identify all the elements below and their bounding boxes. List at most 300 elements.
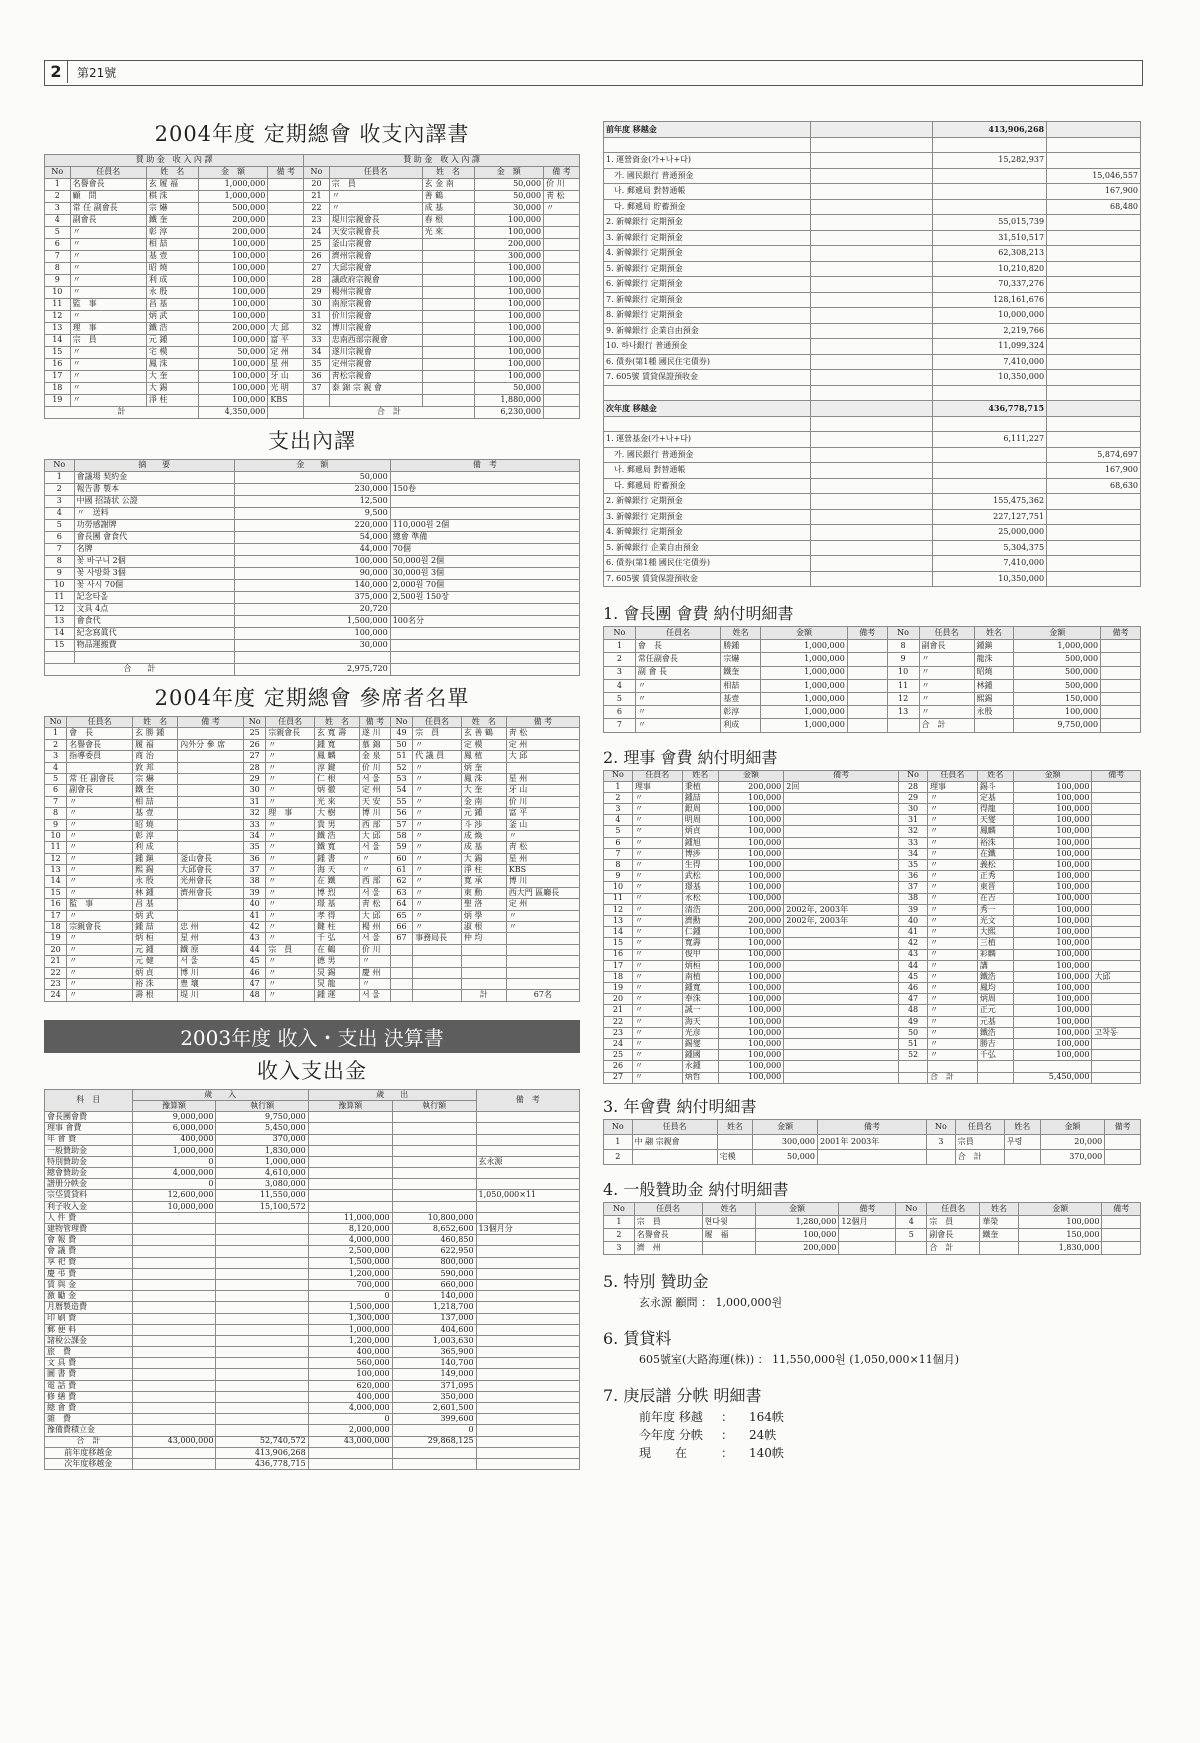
table-cell	[839, 1228, 896, 1241]
table-cell: 鐵奎	[980, 1228, 1018, 1241]
table-cell: 〃	[632, 815, 682, 826]
table-row	[45, 1246, 580, 1257]
table-cell: 100,000	[474, 215, 544, 227]
table-cell: 定基	[977, 792, 1013, 803]
table-cell: 備 考	[268, 167, 304, 179]
table-cell: 200,000	[198, 323, 268, 335]
table-cell: 〃	[506, 830, 579, 841]
table-cell	[422, 395, 474, 407]
table-cell	[604, 137, 811, 153]
table-cell: 1,000,000	[761, 706, 848, 719]
table-cell: 150,000	[1014, 692, 1101, 705]
table-cell	[811, 385, 933, 401]
table-cell	[811, 292, 933, 308]
table-cell	[390, 496, 579, 508]
table-cell	[811, 571, 933, 587]
table-cell: 天 安	[359, 796, 390, 807]
table-cell: 9	[45, 568, 75, 580]
sponsorship-income-table	[44, 154, 580, 419]
table-cell: 金額	[755, 1202, 839, 1215]
table-cell: 9,750,000	[216, 1112, 308, 1123]
table-row	[604, 938, 1141, 949]
table-cell: 〃	[927, 1016, 977, 1027]
table-cell: 光 來	[315, 796, 360, 807]
issue-number: 第21號	[77, 66, 117, 80]
table-cell: 460,850	[392, 1235, 476, 1246]
table-row	[45, 922, 580, 933]
table-cell: 100,000	[474, 347, 544, 359]
table-cell	[308, 1123, 392, 1134]
table-cell: 華榮	[980, 1215, 1018, 1228]
table-row	[45, 1458, 580, 1469]
table-cell	[811, 525, 933, 541]
table-cell	[811, 463, 933, 479]
table-cell: 33	[304, 335, 330, 347]
table-cell	[178, 773, 244, 784]
table-cell	[308, 1447, 392, 1458]
table-row	[604, 1005, 1141, 1016]
table-cell: 100,000	[474, 323, 544, 335]
table-cell: 〃	[632, 960, 682, 971]
table-cell: 中 翮 宗親會	[632, 1134, 717, 1149]
table-cell: 炳 貞	[133, 967, 178, 978]
table-cell: 科 目	[45, 1089, 133, 1111]
right-column	[603, 121, 1141, 1462]
table-cell: 16	[45, 899, 67, 910]
table-cell: 永 殷	[146, 287, 198, 299]
table-cell: 正秀	[977, 871, 1013, 882]
table-cell: 꽃 바구니 2個	[74, 556, 234, 568]
table-cell: 30,000	[474, 203, 544, 215]
table-cell: 〃	[329, 203, 422, 215]
table-row	[604, 122, 1141, 138]
table-cell: 任員名	[632, 770, 682, 781]
table-cell: 壽 根	[133, 990, 178, 1001]
table-cell: 9	[45, 819, 67, 830]
table-cell	[784, 1005, 899, 1016]
table-cell: 〃	[266, 887, 315, 898]
table-cell: 다. 郵遞局 貯蓄預金	[604, 478, 811, 494]
table-cell: 〃	[67, 944, 133, 955]
table-cell	[1047, 354, 1141, 370]
table-cell: 0	[132, 1179, 216, 1190]
table-cell: 貴 男	[315, 819, 360, 830]
table-row	[45, 967, 580, 978]
table-cell: 30,000	[234, 640, 390, 652]
table-cell: 清浩	[682, 904, 718, 915]
table-cell: 35	[304, 359, 330, 371]
table-cell	[132, 1302, 216, 1313]
table-cell: 璟 基	[315, 899, 360, 910]
table-cell: 人 件 費	[45, 1212, 133, 1223]
table-cell: 〃	[413, 922, 462, 933]
table-cell: 大 奎	[461, 785, 506, 796]
table-cell: 50,000	[474, 383, 544, 395]
table-cell: 金額	[1014, 627, 1101, 640]
s5-heading: 5. 特別 贊助金	[603, 1271, 709, 1291]
table-row	[604, 848, 1141, 859]
table-cell: 錫斗	[977, 781, 1013, 792]
table-cell: 100,000	[1013, 882, 1092, 893]
table-cell: 裕 洙	[133, 978, 178, 989]
expenditure-table	[44, 459, 580, 676]
table-cell: 6	[45, 785, 67, 796]
table-cell: 10	[45, 830, 67, 841]
table-cell: 100,000	[1013, 938, 1092, 949]
table-cell	[1092, 949, 1141, 960]
table-cell: 100,000	[1013, 1005, 1092, 1016]
table-cell: 150,000	[1018, 1228, 1102, 1241]
table-cell	[390, 640, 579, 652]
table-cell: 合 計	[927, 1241, 980, 1254]
table-cell: 宗 爀	[146, 203, 198, 215]
table-cell: 淨 柱	[146, 395, 198, 407]
table-cell	[476, 1447, 579, 1458]
table-cell	[304, 395, 330, 407]
table-cell: 定 州	[506, 899, 579, 910]
table-cell: 100,000	[718, 893, 783, 904]
table-cell: 文具 4点	[74, 604, 234, 616]
table-cell: 記念타올	[74, 592, 234, 604]
table-cell	[422, 239, 474, 251]
table-cell: 50	[899, 1027, 928, 1038]
table-cell: 32	[244, 808, 266, 819]
table-cell	[390, 604, 579, 616]
table-cell	[476, 1246, 579, 1257]
table-cell: 摘 要	[74, 460, 234, 472]
table-cell: 利 成	[146, 275, 198, 287]
table-cell: 星 州	[506, 773, 579, 784]
table-cell: 常 任 副會長	[67, 773, 133, 784]
table-cell: 5	[45, 520, 75, 532]
table-cell	[216, 1347, 308, 1358]
table-row	[604, 1228, 1141, 1241]
table-cell: 25	[244, 728, 266, 739]
table-cell: 寬 承	[461, 876, 506, 887]
table-cell: 100,000	[718, 1016, 783, 1027]
table-cell: 10,350,000	[933, 370, 1047, 386]
table-cell: 26	[604, 1061, 633, 1072]
table-cell: 15	[604, 938, 633, 949]
table-cell: 〃	[70, 311, 146, 323]
table-cell: 价 川	[506, 796, 579, 807]
table-cell: 100,000	[474, 359, 544, 371]
table-cell: 31	[899, 815, 928, 826]
table-cell: 590,000	[392, 1268, 476, 1279]
table-cell: 彰淳	[721, 706, 761, 719]
table-cell: 54	[390, 785, 412, 796]
table-row	[604, 153, 1141, 169]
table-cell: 1	[45, 472, 75, 484]
table-cell: 光彦	[682, 1027, 718, 1038]
director-dues-table	[603, 770, 1141, 1084]
table-cell: 15	[45, 887, 67, 898]
table-cell	[422, 299, 474, 311]
table-cell: 金 額	[234, 460, 390, 472]
table-row	[45, 532, 580, 544]
table-cell: 500,000	[1014, 679, 1101, 692]
table-cell: 1,830,000	[216, 1145, 308, 1156]
table-cell: 8. 新韓銀行 定期預金	[604, 308, 811, 324]
table-cell: 宗親會長	[67, 922, 133, 933]
table-cell	[132, 1224, 216, 1235]
table-cell: 128,161,676	[933, 292, 1047, 308]
table-cell	[811, 339, 933, 355]
table-row	[45, 508, 580, 520]
table-cell: 總會贊助金	[45, 1168, 133, 1179]
table-cell: 28	[304, 275, 330, 287]
table-cell: 姓名	[682, 770, 718, 781]
table-cell: 나. 郵遞局 對替通帳	[604, 184, 811, 200]
table-row	[45, 395, 580, 407]
table-cell: 大 邱	[359, 910, 390, 921]
table-cell	[476, 1112, 579, 1123]
table-cell: 1	[45, 728, 67, 739]
table-cell: 1	[604, 1215, 635, 1228]
table-cell: 大邱	[1092, 971, 1141, 982]
table-cell: 100,000	[718, 804, 783, 815]
table-cell: 名譽會長	[70, 179, 146, 191]
table-cell: 〃	[266, 842, 315, 853]
table-cell	[887, 719, 919, 732]
table-cell: 德 男	[315, 956, 360, 967]
table-cell: 林 鍾	[133, 887, 178, 898]
table-cell	[811, 308, 933, 324]
table-cell	[784, 971, 899, 982]
table-row	[604, 246, 1141, 262]
table-cell: 100,000	[1013, 971, 1092, 982]
table-cell: 〃	[632, 837, 682, 848]
table-cell	[933, 478, 1047, 494]
table-cell	[784, 871, 899, 882]
table-cell: 1,218,700	[392, 1302, 476, 1313]
table-cell: 10	[887, 666, 919, 679]
table-cell: 〃	[927, 960, 977, 971]
table-cell: 5	[45, 773, 67, 784]
table-cell	[422, 371, 474, 383]
s6-line: 605號室(大路海運(株)) ： 11,550,000원 (1,050,000×11個月)	[639, 1352, 960, 1366]
table-cell	[476, 1302, 579, 1313]
table-cell: 講	[977, 960, 1013, 971]
table-cell: 備考	[1101, 627, 1141, 640]
table-cell: 〃	[70, 251, 146, 263]
table-cell: 名譽會長	[67, 739, 133, 750]
table-cell: 〃	[632, 915, 682, 926]
table-cell: 〃	[632, 1039, 682, 1050]
table-cell: 29	[899, 792, 928, 803]
table-cell: 13	[604, 915, 633, 926]
table-cell: 2,500,000	[308, 1246, 392, 1257]
table-cell: 〃	[927, 871, 977, 882]
table-cell	[392, 1134, 476, 1145]
table-cell: 100,000	[1013, 860, 1092, 871]
table-cell: 3	[604, 666, 636, 679]
table-cell	[1047, 122, 1141, 138]
table-cell	[811, 416, 933, 432]
table-cell: 140,700	[392, 1358, 476, 1369]
table-cell: 16	[604, 949, 633, 960]
table-cell: 3	[45, 203, 71, 215]
table-cell: 〃	[632, 927, 682, 938]
table-row	[604, 804, 1141, 815]
table-cell: 仁 根	[315, 773, 360, 784]
table-cell: 享 祀 費	[45, 1257, 133, 1268]
table-cell: 代 議 員	[413, 751, 462, 762]
table-cell: 〃	[632, 848, 682, 859]
table-cell: 27	[244, 751, 266, 762]
table-cell: 富 平	[506, 808, 579, 819]
table-cell: 70個	[390, 544, 579, 556]
table-cell: 勝鍾	[721, 640, 761, 653]
table-cell: 〃	[266, 922, 315, 933]
table-cell	[132, 1279, 216, 1290]
table-cell: 6. 新韓銀行 定期預金	[604, 277, 811, 293]
table-row	[45, 773, 580, 784]
table-cell: 400,000	[308, 1347, 392, 1358]
table-cell: 5	[45, 227, 71, 239]
table-cell: 釜山宗親會	[329, 239, 422, 251]
table-cell	[45, 652, 75, 664]
table-cell: 1,000,000	[1014, 640, 1101, 653]
table-cell	[476, 1347, 579, 1358]
table-row	[45, 944, 580, 955]
table-cell: 100,000	[474, 275, 544, 287]
table-cell	[390, 990, 412, 1001]
table-cell: 100,000	[308, 1369, 392, 1380]
table-cell	[784, 826, 899, 837]
table-row	[45, 604, 580, 616]
table-cell: 總會 準備	[390, 532, 579, 544]
table-cell	[422, 263, 474, 275]
table-row	[45, 853, 580, 864]
table-cell: 2002年, 2003年	[784, 904, 899, 915]
distribution-value: ：	[721, 1445, 734, 1460]
table-row	[604, 354, 1141, 370]
table-cell	[1047, 261, 1141, 277]
table-cell: 〃	[67, 830, 133, 841]
table-cell: 价川宗親會	[329, 311, 422, 323]
table-cell	[268, 179, 304, 191]
table-cell: 〃	[266, 876, 315, 887]
table-cell: 任員名	[927, 770, 977, 781]
table-cell: 4,000,000	[308, 1235, 392, 1246]
table-cell: 2	[604, 1228, 635, 1241]
s5-line: 玄永源 顧問 ： 1,000,000원	[639, 1295, 783, 1309]
table-cell: 150卷	[390, 484, 579, 496]
table-cell	[1092, 826, 1141, 837]
table-cell: 6. 債券(第1種 國民住宅債券)	[604, 354, 811, 370]
table-cell: 豫算額	[132, 1100, 216, 1111]
table-row	[45, 1335, 580, 1346]
table-cell: 100,000	[718, 994, 783, 1005]
table-cell: 51	[899, 1039, 928, 1050]
table-cell: 500,000	[1014, 666, 1101, 679]
table-cell: 200,000	[755, 1241, 839, 1254]
table-cell: 1,500,000	[234, 616, 390, 628]
table-row	[604, 781, 1141, 792]
table-cell	[216, 1268, 308, 1279]
table-row	[604, 871, 1141, 882]
table-cell	[1092, 882, 1141, 893]
table-cell: 12	[45, 311, 71, 323]
table-cell: 海天	[682, 1016, 718, 1027]
table-cell: 350,000	[392, 1391, 476, 1402]
table-cell: 35	[244, 842, 266, 853]
table-cell: 永松	[682, 893, 718, 904]
table-cell: 〃	[919, 706, 974, 719]
table-row	[45, 1369, 580, 1380]
table-cell: 20,720	[234, 604, 390, 616]
table-cell	[422, 275, 474, 287]
table-cell	[811, 323, 933, 339]
distribution-value: 前年度 移越	[639, 1409, 703, 1424]
table-cell	[839, 1241, 896, 1254]
table-cell: 玄 善 鶴	[461, 728, 506, 739]
table-cell: 100,000	[1013, 904, 1092, 915]
table-cell: 39	[244, 887, 266, 898]
table-cell: 電 話 費	[45, 1380, 133, 1391]
table-cell	[1047, 292, 1141, 308]
table-cell: 合 計	[919, 719, 974, 732]
table-cell	[132, 1425, 216, 1436]
table-cell: 25,000,000	[933, 525, 1047, 541]
table-cell: 備 考	[506, 717, 579, 728]
table-cell: 7,410,000	[933, 556, 1047, 572]
table-cell: 姓名	[702, 1202, 755, 1215]
table-cell: 炳 徹	[315, 785, 360, 796]
table-cell	[1092, 1016, 1141, 1027]
table-cell: 2,601,500	[392, 1403, 476, 1414]
table-cell	[717, 1134, 753, 1149]
table-cell	[413, 956, 462, 967]
table-cell	[476, 1358, 579, 1369]
table-cell: No	[304, 167, 330, 179]
table-cell	[784, 804, 899, 815]
table-cell: No	[45, 167, 71, 179]
table-cell: No	[390, 717, 412, 728]
table-row	[45, 808, 580, 819]
distribution-line	[639, 1408, 1141, 1426]
table-cell: 3. 新韓銀行 定期預金	[604, 230, 811, 246]
table-cell	[390, 628, 579, 640]
table-cell: 璟基	[682, 882, 718, 893]
table-cell: 12	[604, 904, 633, 915]
table-cell: 牙 山	[268, 371, 304, 383]
table-cell: 436,778,715	[216, 1458, 308, 1469]
table-cell: 46	[244, 967, 266, 978]
table-cell: 勝吉	[977, 1039, 1013, 1050]
table-cell: 副會長	[70, 215, 146, 227]
table-cell: 200,000	[474, 239, 544, 251]
table-cell: 會長團 會食代	[74, 532, 234, 544]
table-cell: 100,000	[718, 882, 783, 893]
table-cell: 2,500원 150장	[390, 592, 579, 604]
table-cell: 26	[244, 739, 266, 750]
table-row	[604, 478, 1141, 494]
table-cell: 100,000	[1013, 871, 1092, 882]
table-cell: 6. 債券(第1種 國民住宅債券)	[604, 556, 811, 572]
table-cell	[1047, 339, 1141, 355]
table-cell	[544, 335, 580, 347]
table-cell: 武松	[682, 871, 718, 882]
table-cell	[1092, 915, 1141, 926]
table-cell: 〃	[67, 887, 133, 898]
table-cell: 1,050,000×11	[476, 1190, 579, 1201]
s1-heading: 1. 會長團 會費 納付明細書	[603, 604, 794, 623]
table-cell: 100,000	[1013, 781, 1092, 792]
table-cell: 100,000	[718, 949, 783, 960]
table-cell: 大 錫	[461, 853, 506, 864]
